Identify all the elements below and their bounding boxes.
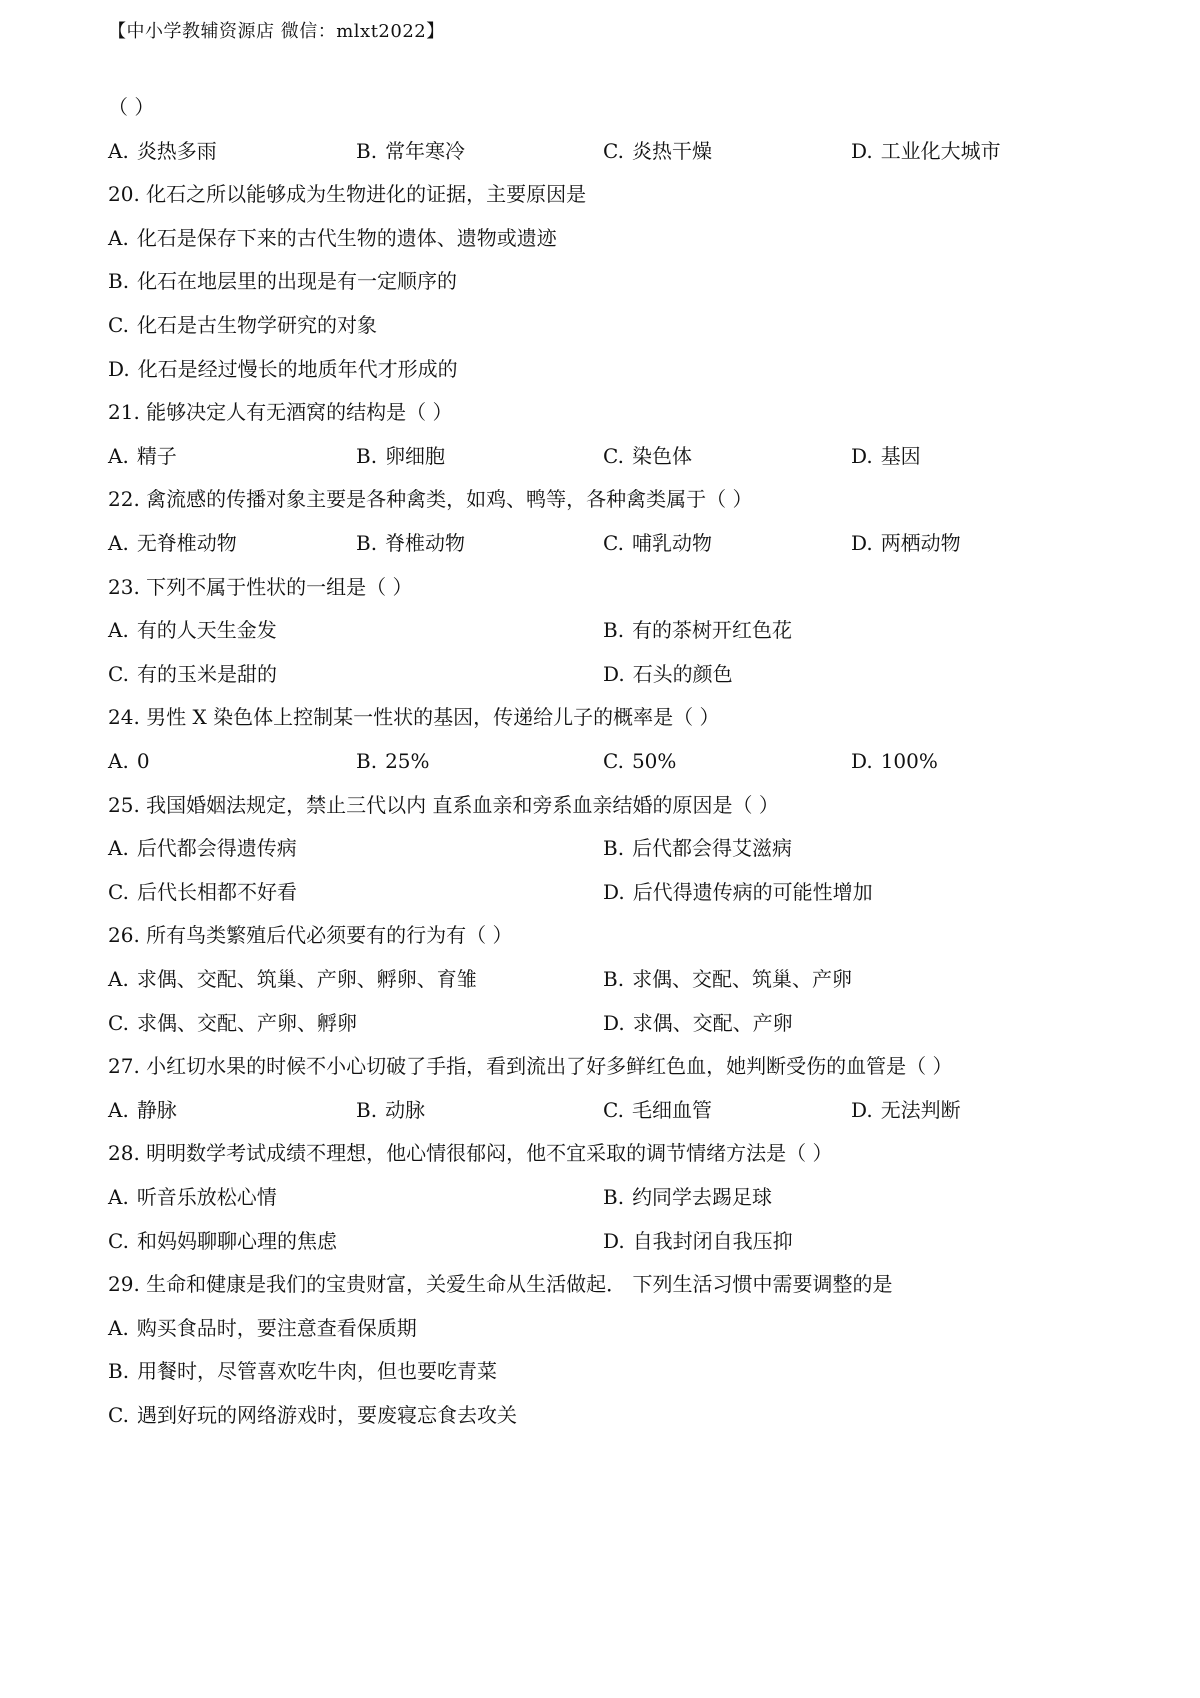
answer-option [108,747,150,775]
option-label: D. [851,531,873,555]
option-label: B. [356,531,378,555]
option-text: 工业化大城市 [880,138,1001,163]
option-label: A. [108,443,129,468]
option-text: 精子 [136,443,177,468]
option-label: A. [108,225,129,250]
answer-option [603,616,792,644]
question-stem: 25. 我国婚姻法规定，禁止三代以内 直系血亲和旁系血亲结婚的原因是（ ） [108,792,779,817]
page-header: 【中小学教辅资源店 微信：mlxt2022】 [108,21,445,42]
answer-option [108,442,177,470]
answer-option [356,747,430,775]
option-label: A. [108,749,129,773]
option-label: C. [108,1228,129,1253]
option-text: 自我封闭自我压抑 [632,1228,793,1253]
answer-option [108,616,277,644]
option-label: C. [108,879,129,904]
option-text: 和妈妈聊聊心理的焦虑 [136,1228,337,1253]
option-label: D. [603,1010,625,1035]
answer-option [851,529,961,557]
option-text: 有的玉米是甜的 [136,661,277,686]
option-label: C. [603,138,624,163]
answer-option [603,1227,793,1255]
option-text: 0 [136,749,150,773]
option-label: A. [108,1097,129,1122]
answer-option [108,529,237,557]
option-label: B. [356,749,378,773]
answer-option [108,267,457,295]
answer-option [108,311,377,339]
answer-option [108,1401,517,1429]
option-label: B. [603,836,625,861]
option-label: B. [603,1185,625,1209]
option-text: 后代长相都不好看 [136,879,297,904]
option-text: 100% [880,749,938,773]
option-label: A. [108,1315,129,1340]
question-stem: 23. 下列不属于性状的一组是（ ） [108,574,413,599]
option-text: 25% [385,749,430,773]
option-label: C. [108,1403,129,1427]
option-label: A. [108,1185,129,1209]
question-stem: 27. 小红切水果的时候不小心切破了手指，看到流出了好多鲜红色血，她判断受伤的血管是（ ） [108,1054,953,1079]
option-label: D. [603,1228,625,1253]
option-label: D. [851,443,873,468]
answer-option [108,137,217,165]
answer-option [603,834,792,862]
option-text: 后代得遗传病的可能性增加 [632,879,873,904]
option-text: 听音乐放松心情 [136,1185,277,1209]
option-text: 购买食品时，要注意查看保质期 [136,1315,417,1340]
option-text: 求偶、交配、产卵、孵卵 [136,1010,357,1035]
answer-option [603,529,712,557]
answer-option [603,137,712,165]
option-text: 求偶、交配、产卵 [632,1010,793,1035]
answer-option [356,529,465,557]
answer-option [603,660,733,688]
answer-option [356,442,445,470]
answer-option [108,1183,277,1211]
answer-option [108,660,277,688]
question-stem: 24. 男性 X 染色体上控制某一性状的基因，传递给儿子的概率是（ ） [108,705,720,730]
option-label: B. [356,1097,378,1122]
option-text: 后代都会得艾滋病 [632,836,793,861]
option-text: 无法判断 [880,1097,961,1122]
option-label: D. [603,879,625,904]
question-stem: 29. 生命和健康是我们的宝贵财富，关爱生命从生活做起． 下列生活习惯中需要调整的是 [108,1272,893,1297]
option-text: 约同学去踢足球 [632,1185,773,1209]
question-stem: 28. 明明数学考试成绩不理想，他心情很郁闷，他不宜采取的调节情绪方法是（ ） [108,1141,833,1166]
answer-option [603,442,692,470]
option-text: 求偶、交配、筑巢、产卵 [632,967,853,991]
option-label: B. [603,618,625,643]
answer-option [603,965,852,993]
option-text: 染色体 [631,443,692,468]
option-text: 静脉 [136,1097,177,1122]
option-text: 毛细血管 [631,1097,712,1122]
answer-option [108,1227,337,1255]
option-text: 卵细胞 [385,443,446,468]
answer-option [851,1096,961,1124]
answer-option [356,1096,425,1124]
question-stem: 20. 化石之所以能够成为生物进化的证据，主要原因是 [108,182,587,207]
answer-option [108,1009,357,1037]
option-label: C. [603,749,624,773]
answer-option [851,137,1001,165]
option-label: C. [603,1097,624,1122]
option-text: 化石是古生物学研究的对象 [136,313,377,337]
option-label: C. [603,531,624,555]
option-text: 炎热干燥 [631,138,712,163]
question-stem: 26. 所有鸟类繁殖后代必须要有的行为有（ ） [108,923,513,948]
option-label: B. [603,967,625,991]
answer-option [603,1009,793,1037]
option-label: D. [108,356,130,381]
option-label: D. [851,138,873,163]
option-text: 常年寒冷 [385,138,466,163]
option-text: 求偶、交配、筑巢、产卵、孵卵、育雏 [136,967,477,991]
option-label: B. [356,138,378,163]
option-label: A. [108,967,129,991]
option-label: B. [108,1359,130,1384]
option-label: A. [108,138,129,163]
option-label: C. [108,1010,129,1035]
option-label: A. [108,531,129,555]
option-label: A. [108,836,129,861]
question-stem: （ ） [108,95,155,119]
option-text: 有的茶树开红色花 [632,618,793,643]
option-text: 后代都会得遗传病 [136,836,297,861]
option-text: 用餐时，尽管喜欢吃牛肉，但也要吃青菜 [137,1359,498,1384]
answer-option [108,224,557,252]
option-text: 遇到好玩的网络游戏时，要废寝忘食去攻关 [136,1403,517,1427]
answer-option [108,834,297,862]
option-text: 石头的颜色 [632,661,733,686]
option-text: 有的人天生金发 [136,618,277,643]
option-label: C. [108,661,129,686]
option-label: D. [851,1097,873,1122]
answer-option [603,878,873,906]
option-text: 化石是保存下来的古代生物的遗体、遗物或遗迹 [136,225,557,250]
question-stem: 22. 禽流感的传播对象主要是各种禽类，如鸡、鸭等，各种禽类属于（ ） [108,487,753,512]
answer-option [603,1096,712,1124]
answer-option [851,747,938,775]
option-text: 哺乳动物 [631,531,712,555]
answer-option [108,1357,497,1385]
answer-option [108,355,458,383]
option-text: 脊椎动物 [385,531,466,555]
answer-option [603,747,676,775]
option-label: A. [108,618,129,643]
answer-option [356,137,465,165]
option-text: 50% [631,749,677,773]
answer-option [108,965,477,993]
option-label: C. [603,443,624,468]
answer-option [603,1183,772,1211]
option-label: B. [108,269,130,294]
answer-option [108,878,297,906]
question-stem: 21. 能够决定人有无酒窝的结构是（ ） [108,400,453,425]
answer-option [851,442,921,470]
option-text: 无脊椎动物 [136,531,237,555]
option-text: 化石在地层里的出现是有一定顺序的 [137,269,458,294]
option-label: D. [603,661,625,686]
option-label: D. [851,749,873,773]
answer-option [108,1096,177,1124]
option-text: 炎热多雨 [136,138,217,163]
option-text: 两栖动物 [880,531,961,555]
option-text: 基因 [880,443,921,468]
option-text: 动脉 [385,1097,426,1122]
answer-option [108,1314,417,1342]
option-label: C. [108,313,129,337]
option-label: B. [356,443,378,468]
option-text: 化石是经过慢长的地质年代才形成的 [137,356,458,381]
